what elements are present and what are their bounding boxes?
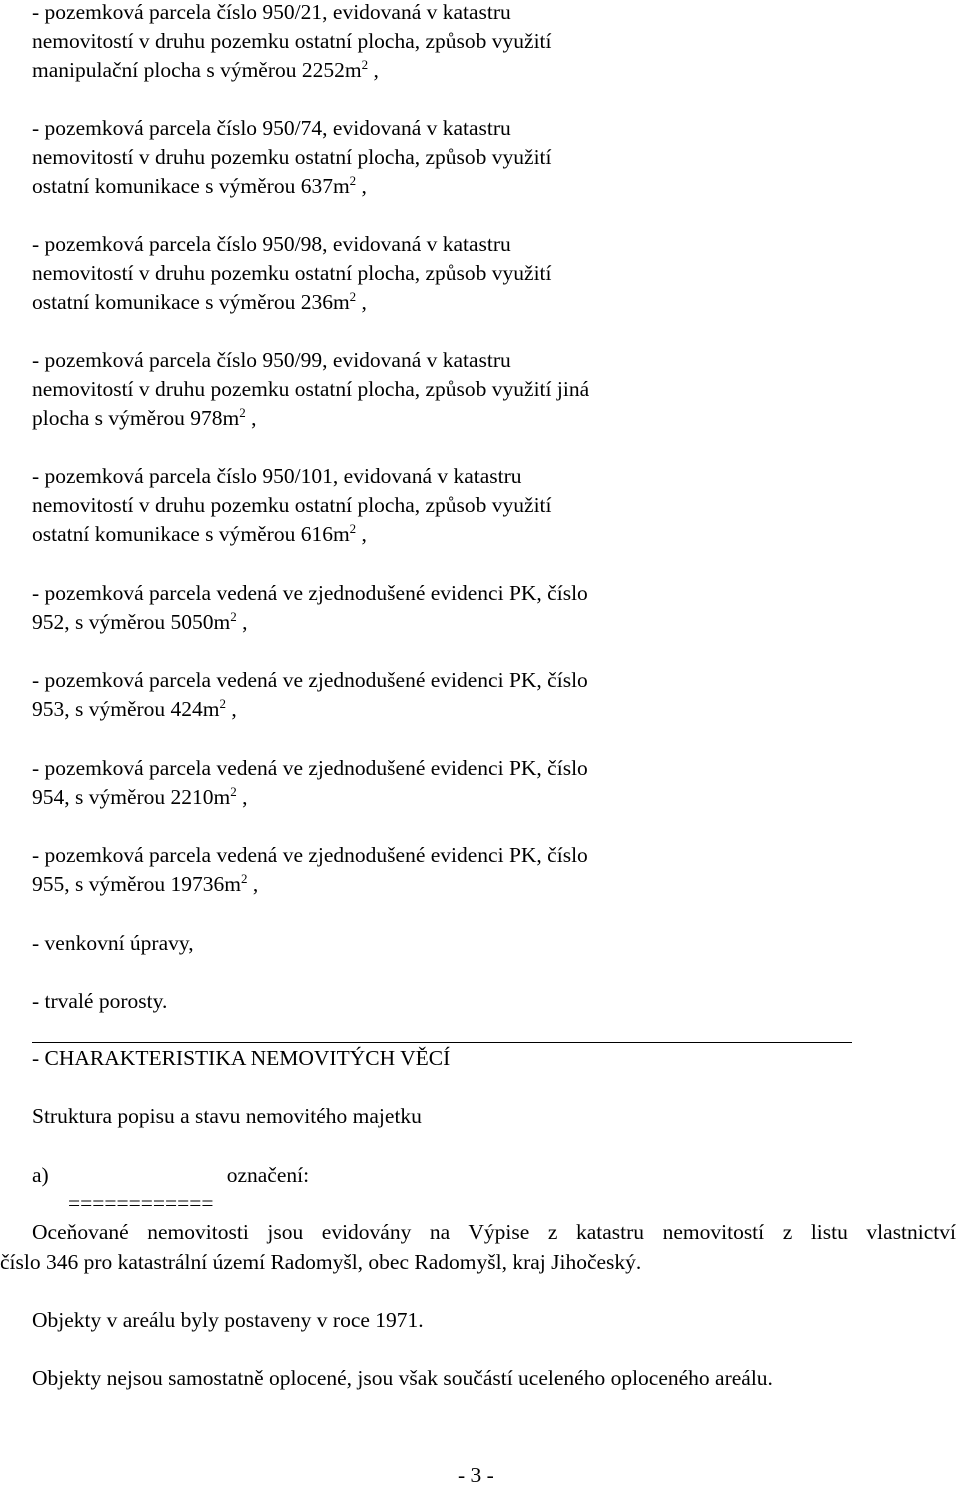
para1-line2: číslo 346 pro katastrální území Radomyšl, obec Radomyšl, kraj Jihočeský. (0, 1250, 642, 1274)
parcel-pk-954-line2: 954, s výměrou $2210m^2$ , (32, 784, 248, 809)
para3: Objekty nejsou samostatně oplocené, jsou však součástí uceleného oploceného areálu. (32, 1366, 773, 1390)
parcel-950-74-line2: nemovitostí v druhu pozemku ostatní plocha, způsob využití (32, 145, 552, 169)
section-heading: - CHARAKTERISTIKA NEMOVITÝCH VĚCÍ (32, 1046, 451, 1070)
item-venkovni-upravy: - venkovní úpravy, (32, 931, 194, 955)
parcel-pk-952-line2: 952, s výměrou $5050m^2$ , (32, 609, 248, 634)
structure-heading: Struktura popisu a stavu nemovitého majetku (32, 1104, 422, 1128)
para2: Objekty v areálu byly postaveny v roce 1971. (32, 1308, 424, 1332)
parcel-950-74-line1: - pozemková parcela číslo 950/74, evidovaná v katastru (32, 116, 511, 140)
parcel-950-98-line3: ostatní komunikace s výměrou $236m^2$ , (32, 289, 367, 314)
parcel-950-98-line2: nemovitostí v druhu pozemku ostatní plocha, způsob využití (32, 261, 552, 285)
parcel-950-21-line1: - pozemková parcela číslo 950/21, evidovaná v katastru (32, 0, 511, 24)
parcel-950-101-line3: ostatní komunikace s výměrou $616m^2$ , (32, 521, 367, 546)
parcel-950-74-line3: ostatní komunikace s výměrou $637m^2$ , (32, 173, 367, 198)
parcel-950-99-line2: nemovitostí v druhu pozemku ostatní plocha, způsob využití jiná (32, 377, 590, 401)
item-a-underline: ============ (68, 1191, 214, 1215)
parcel-pk-953-line1: - pozemková parcela vedená ve zjednodušené evidenci PK, číslo (32, 668, 588, 692)
parcel-950-98-line1: - pozemková parcela číslo 950/98, evidovaná v katastru (32, 232, 511, 256)
parcel-950-101-line1: - pozemková parcela číslo 950/101, evidovaná v katastru (32, 464, 522, 488)
parcel-950-21-line3: manipulační plocha s výměrou $2252m^2$ , (32, 57, 379, 82)
parcel-950-99-line3: plocha s výměrou $978m^2$ , (32, 405, 257, 430)
parcel-pk-954-line1: - pozemková parcela vedená ve zjednodušené evidenci PK, číslo (32, 756, 588, 780)
parcel-pk-953-line2: 953, s výměrou $424m^2$ , (32, 696, 237, 721)
parcel-pk-952-line1: - pozemková parcela vedená ve zjednodušené evidenci PK, číslo (32, 581, 588, 605)
item-a-title: označení: (226, 1163, 310, 1187)
parcel-950-99-line1: - pozemková parcela číslo 950/99, evidovaná v katastru (32, 348, 511, 372)
parcel-pk-955-line2: 955, s výměrou $19736m^2$ , (32, 871, 259, 896)
page-number: - 3 - (458, 1463, 494, 1487)
parcel-pk-955-line1: - pozemková parcela vedená ve zjednodušené evidenci PK, číslo (32, 843, 588, 867)
para1-line1: Oceňované nemovitosti jsou evidovány na Výpise z katastru nemovitostí z listu vlastnictví (32, 1220, 956, 1244)
parcel-950-101-line2: nemovitostí v druhu pozemku ostatní plocha, způsob využití (32, 493, 552, 517)
item-a-heading (32, 1165, 309, 1187)
section-divider (32, 1042, 852, 1043)
parcel-950-21-line2: nemovitostí v druhu pozemku ostatní plocha, způsob využití (32, 29, 552, 53)
item-a-label: a) (32, 1163, 49, 1187)
item-trvale-porosty: - trvalé porosty. (32, 989, 168, 1013)
